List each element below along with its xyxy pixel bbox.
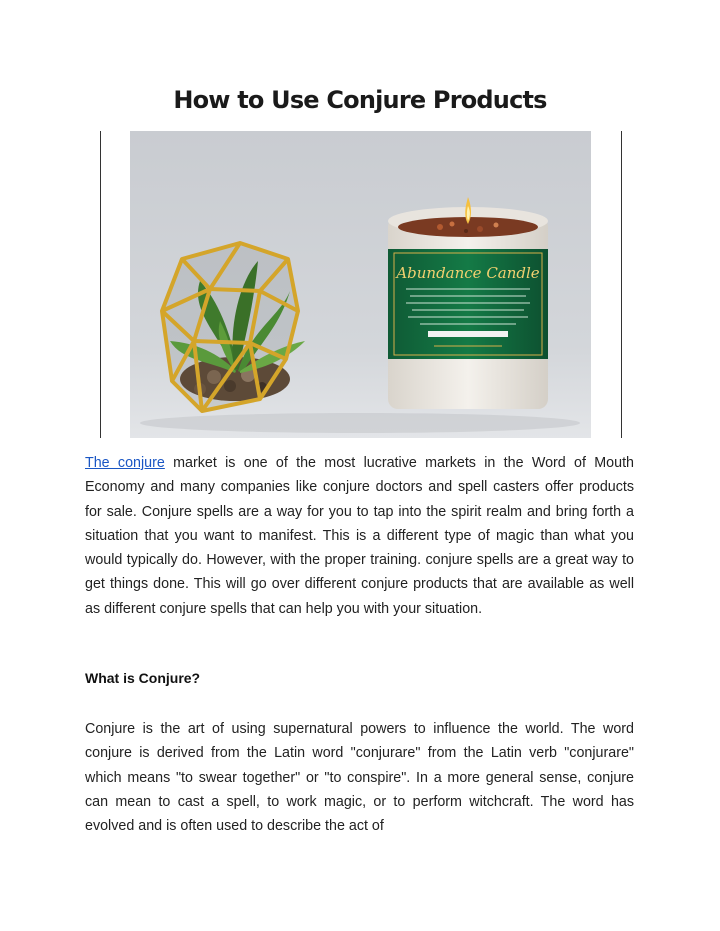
image-border-right xyxy=(621,131,622,438)
terrarium xyxy=(162,243,305,411)
intro-paragraph xyxy=(85,451,634,621)
intro-text: market is one of the most lucrative markets in the Word of Mouth Economy and many companies like conjure doctors and spell casters offer products for sale. Conjure spells are a way for you to tap into the spirit realm and bring forth a situation that you want to manifest. This is a different type of magic than what you would typically do. However, with the proper training. conjure spells are a great way to get things done. This will go over different conjure products that are available as well as different conjure spells that can help you with your situation. xyxy=(85,455,634,617)
candle xyxy=(388,197,548,409)
section-heading: What is Conjure? xyxy=(85,670,201,686)
section-paragraph: Conjure is the art of using supernatural powers to influence the world. The word conjure is derived from the Latin word "conjurare" from the Latin verb "conjurare" which means "to swear together" or "to conspire". In a more general sense, conjure can mean to cast a spell, to work magic, or to perform witchcraft. The word has evolved and is often used to describe the act of xyxy=(85,721,634,835)
product-photo xyxy=(130,131,591,438)
image-border-left xyxy=(100,131,101,438)
conjure-link[interactable]: The conjure xyxy=(85,455,165,471)
candle-label: Abundance Candle xyxy=(396,264,540,282)
page-title: How to Use Conjure Products xyxy=(173,86,547,114)
